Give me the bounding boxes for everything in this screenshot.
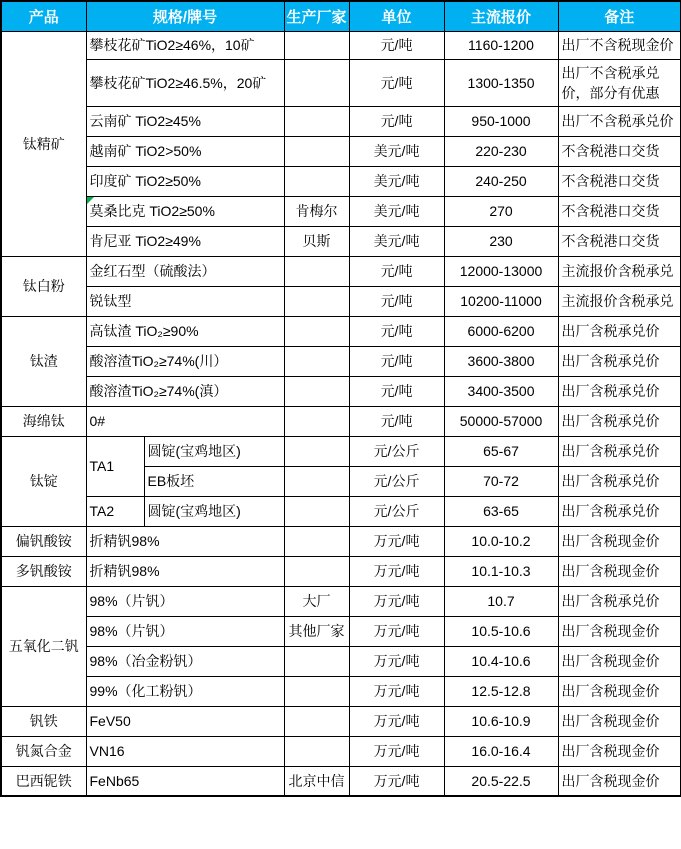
manufacturer-cell xyxy=(284,436,349,466)
manufacturer-cell xyxy=(284,31,349,59)
price-cell: 6000-6200 xyxy=(444,316,558,346)
unit-cell: 万元/吨 xyxy=(349,586,444,616)
header-row xyxy=(1,1,681,31)
unit-cell: 万元/吨 xyxy=(349,676,444,706)
table-row xyxy=(1,256,681,286)
spec-cell xyxy=(86,736,284,766)
manufacturer-cell xyxy=(284,106,349,136)
table-row xyxy=(1,586,681,616)
spec-cell: 圆锭(宝鸡地区) xyxy=(144,436,284,466)
table-row xyxy=(1,496,681,526)
spec-text: 99%（化工粉钒） xyxy=(89,683,202,699)
unit-cell: 元/公斤 xyxy=(349,496,444,526)
note-cell: 出厂不含税现金价 xyxy=(558,31,681,59)
manufacturer-cell xyxy=(284,136,349,166)
manufacturer-cell xyxy=(284,526,349,556)
price-cell: 1160-1200 xyxy=(444,31,558,59)
note-cell: 出厂不含税承兑价，部分有优惠 xyxy=(558,59,681,106)
note-cell: 出厂含税承兑价 xyxy=(558,436,681,466)
price-cell: 70-72 xyxy=(444,466,558,496)
unit-cell: 元/吨 xyxy=(349,346,444,376)
price-cell: 10200-11000 xyxy=(444,286,558,316)
unit-cell: 万元/吨 xyxy=(349,706,444,736)
manufacturer-cell: 肯梅尔 xyxy=(284,196,349,226)
note-cell: 出厂含税承兑价 xyxy=(558,376,681,406)
unit-cell: 元/吨 xyxy=(349,106,444,136)
unit-cell: 元/吨 xyxy=(349,406,444,436)
price-cell: 10.6-10.9 xyxy=(444,706,558,736)
price-cell: 10.0-10.2 xyxy=(444,526,558,556)
table-row xyxy=(1,646,681,676)
manufacturer-cell: 贝斯 xyxy=(284,226,349,256)
price-cell: 3600-3800 xyxy=(444,346,558,376)
manufacturer-cell xyxy=(284,256,349,286)
spec-text: 肯尼亚 TiO2≥49% xyxy=(89,233,201,249)
price-cell: 10.7 xyxy=(444,586,558,616)
price-cell: 16.0-16.4 xyxy=(444,736,558,766)
product-cell: 钛白粉 xyxy=(1,256,86,316)
note-cell: 出厂含税现金价 xyxy=(558,766,681,796)
table-row xyxy=(1,406,681,436)
price-cell: 65-67 xyxy=(444,436,558,466)
manufacturer-cell: 北京中信 xyxy=(284,766,349,796)
spec-cell xyxy=(86,706,284,736)
manufacturer-cell xyxy=(284,166,349,196)
unit-cell: 万元/吨 xyxy=(349,736,444,766)
header-spec: 规格/牌号 xyxy=(86,1,284,31)
manufacturer-cell xyxy=(284,646,349,676)
spec-text: 金红石型（硫酸法） xyxy=(89,263,216,279)
product-cell: 五氧化二钒 xyxy=(1,586,86,706)
price-cell: 3400-3500 xyxy=(444,376,558,406)
table-row xyxy=(1,346,681,376)
table-row xyxy=(1,196,681,226)
price-cell: 12000-13000 xyxy=(444,256,558,286)
spec-text: 越南矿 TiO2>50% xyxy=(89,143,202,159)
table-row xyxy=(1,226,681,256)
spec-cell xyxy=(86,196,284,226)
spec-text: 锐钛型 xyxy=(89,293,132,309)
price-cell: 10.4-10.6 xyxy=(444,646,558,676)
manufacturer-cell xyxy=(284,59,349,106)
spec-text: VN16 xyxy=(89,743,125,759)
unit-cell: 元/吨 xyxy=(349,31,444,59)
spec-text: 攀枝花矿TiO2≥46.5%，20矿 xyxy=(89,74,267,91)
table-row xyxy=(1,106,681,136)
table-row xyxy=(1,316,681,346)
table-row xyxy=(1,676,681,706)
manufacturer-cell xyxy=(284,556,349,586)
product-cell: 巴西铌铁 xyxy=(1,766,86,796)
spec-cell xyxy=(86,556,284,586)
note-cell: 出厂含税现金价 xyxy=(558,736,681,766)
note-cell: 出厂含税现金价 xyxy=(558,646,681,676)
note-cell: 出厂含税现金价 xyxy=(558,706,681,736)
manufacturer-cell xyxy=(284,376,349,406)
spec-cell xyxy=(86,316,284,346)
product-cell: 海绵钛 xyxy=(1,406,86,436)
price-cell: 240-250 xyxy=(444,166,558,196)
table-row xyxy=(1,706,681,736)
unit-cell: 元/公斤 xyxy=(349,436,444,466)
price-table-body xyxy=(1,31,681,796)
unit-cell: 元/吨 xyxy=(349,59,444,106)
spec-text: 印度矿 TiO2≥50% xyxy=(89,173,201,189)
product-cell: 偏钒酸铵 xyxy=(1,526,86,556)
manufacturer-cell xyxy=(284,706,349,736)
spec-text: 酸溶渣TiO₂≥74%(滇） xyxy=(89,383,228,399)
manufacturer-cell xyxy=(284,346,349,376)
header-note: 备注 xyxy=(558,1,681,31)
unit-cell: 美元/吨 xyxy=(349,166,444,196)
unit-cell: 万元/吨 xyxy=(349,646,444,676)
spec-cell xyxy=(86,586,284,616)
price-cell: 12.5-12.8 xyxy=(444,676,558,706)
spec-text: 折精钒98% xyxy=(89,563,160,579)
unit-cell: 万元/吨 xyxy=(349,556,444,586)
spec-cell xyxy=(86,526,284,556)
note-cell: 出厂含税现金价 xyxy=(558,556,681,586)
note-cell: 出厂含税承兑价 xyxy=(558,496,681,526)
unit-cell: 元/吨 xyxy=(349,286,444,316)
spec-cell xyxy=(86,616,284,646)
table-row xyxy=(1,136,681,166)
product-cell: 钒铁 xyxy=(1,706,86,736)
table-row xyxy=(1,736,681,766)
note-cell: 主流报价含税承兑 xyxy=(558,256,681,286)
header-price: 主流报价 xyxy=(444,1,558,31)
spec-cell xyxy=(86,646,284,676)
spec-text: 酸溶渣TiO₂≥74%(川） xyxy=(89,353,228,369)
note-cell: 不含税港口交货 xyxy=(558,196,681,226)
unit-cell: 元/公斤 xyxy=(349,466,444,496)
note-cell: 出厂含税承兑价 xyxy=(558,406,681,436)
manufacturer-cell xyxy=(284,286,349,316)
price-cell: 10.5-10.6 xyxy=(444,616,558,646)
spec-text: 攀枝花矿TiO2≥46%，10矿 xyxy=(89,37,255,53)
price-cell: 10.1-10.3 xyxy=(444,556,558,586)
spec-cell xyxy=(86,376,284,406)
product-cell: 钛锭 xyxy=(1,436,86,526)
manufacturer-cell: 大厂 xyxy=(284,586,349,616)
note-cell: 不含税港口交货 xyxy=(558,226,681,256)
spec-cell xyxy=(86,286,284,316)
product-cell: 钛精矿 xyxy=(1,31,86,256)
product-cell: 钛渣 xyxy=(1,316,86,406)
manufacturer-cell xyxy=(284,676,349,706)
unit-cell: 美元/吨 xyxy=(349,136,444,166)
spec-cell: 圆锭(宝鸡地区) xyxy=(144,496,284,526)
price-cell: 20.5-22.5 xyxy=(444,766,558,796)
note-cell: 出厂含税现金价 xyxy=(558,676,681,706)
product-cell: 多钒酸铵 xyxy=(1,556,86,586)
note-cell: 出厂含税现金价 xyxy=(558,616,681,646)
unit-cell: 元/吨 xyxy=(349,376,444,406)
note-cell: 主流报价含税承兑 xyxy=(558,286,681,316)
spec-cell xyxy=(86,226,284,256)
spec-cell xyxy=(86,346,284,376)
spec-text: 0# xyxy=(89,413,106,429)
manufacturer-cell xyxy=(284,496,349,526)
unit-cell: 万元/吨 xyxy=(349,766,444,796)
table-row xyxy=(1,526,681,556)
unit-cell: 元/吨 xyxy=(349,316,444,346)
spec-cell: EB板坯 xyxy=(144,466,284,496)
note-cell: 不含税港口交货 xyxy=(558,166,681,196)
spec-text: 98%（冶金粉钒） xyxy=(89,653,202,669)
table-row xyxy=(1,59,681,106)
spec-cell xyxy=(86,31,284,59)
unit-cell: 元/吨 xyxy=(349,256,444,286)
spec-text: 云南矿 TiO2≥45% xyxy=(89,113,201,129)
spec-text: 莫桑比克 TiO2≥50% xyxy=(89,203,215,219)
price-cell: 220-230 xyxy=(444,136,558,166)
unit-cell: 万元/吨 xyxy=(349,616,444,646)
product-cell: 钒氮合金 xyxy=(1,736,86,766)
grade-cell: TA1 xyxy=(86,436,144,496)
price-cell: 1300-1350 xyxy=(444,59,558,106)
manufacturer-cell: 其他厂家 xyxy=(284,616,349,646)
price-cell: 63-65 xyxy=(444,496,558,526)
price-cell: 50000-57000 xyxy=(444,406,558,436)
table-row xyxy=(1,376,681,406)
note-cell: 不含税港口交货 xyxy=(558,136,681,166)
spec-text: 折精钒98% xyxy=(89,533,160,549)
table-row xyxy=(1,31,681,59)
spec-text: 98%（片钒） xyxy=(89,593,174,609)
spec-cell xyxy=(86,256,284,286)
manufacturer-cell xyxy=(284,466,349,496)
spec-cell xyxy=(86,166,284,196)
table-row xyxy=(1,286,681,316)
note-cell: 出厂不含税承兑价 xyxy=(558,106,681,136)
header-product: 产品 xyxy=(1,1,86,31)
price-cell: 950-1000 xyxy=(444,106,558,136)
price-cell: 270 xyxy=(444,196,558,226)
header-manufacturer: 生产厂家 xyxy=(284,1,349,31)
table-row xyxy=(1,436,681,466)
manufacturer-cell xyxy=(284,316,349,346)
note-cell: 出厂含税承兑价 xyxy=(558,346,681,376)
spec-text: 高钛渣 TiO₂≥90% xyxy=(89,323,199,339)
price-cell: 230 xyxy=(444,226,558,256)
spec-text: FeNb65 xyxy=(89,772,140,789)
spec-cell xyxy=(86,106,284,136)
spec-cell xyxy=(86,406,284,436)
header-unit: 单位 xyxy=(349,1,444,31)
unit-cell: 万元/吨 xyxy=(349,526,444,556)
table-row xyxy=(1,166,681,196)
note-cell: 出厂含税承兑价 xyxy=(558,586,681,616)
spec-text: FeV50 xyxy=(89,713,131,729)
table-row xyxy=(1,616,681,646)
note-cell: 出厂含税承兑价 xyxy=(558,466,681,496)
manufacturer-cell xyxy=(284,406,349,436)
grade-cell: TA2 xyxy=(86,496,144,526)
unit-cell: 美元/吨 xyxy=(349,196,444,226)
spec-cell xyxy=(86,59,284,106)
note-cell: 出厂含税承兑价 xyxy=(558,316,681,346)
table-row xyxy=(1,556,681,586)
comment-marker-icon xyxy=(87,197,94,204)
table-row xyxy=(1,766,681,796)
spec-cell xyxy=(86,766,284,796)
manufacturer-cell xyxy=(284,736,349,766)
unit-cell: 美元/吨 xyxy=(349,226,444,256)
spec-cell xyxy=(86,676,284,706)
note-cell: 出厂含税现金价 xyxy=(558,526,681,556)
spec-cell xyxy=(86,136,284,166)
spec-text: 98%（片钒） xyxy=(89,623,174,639)
